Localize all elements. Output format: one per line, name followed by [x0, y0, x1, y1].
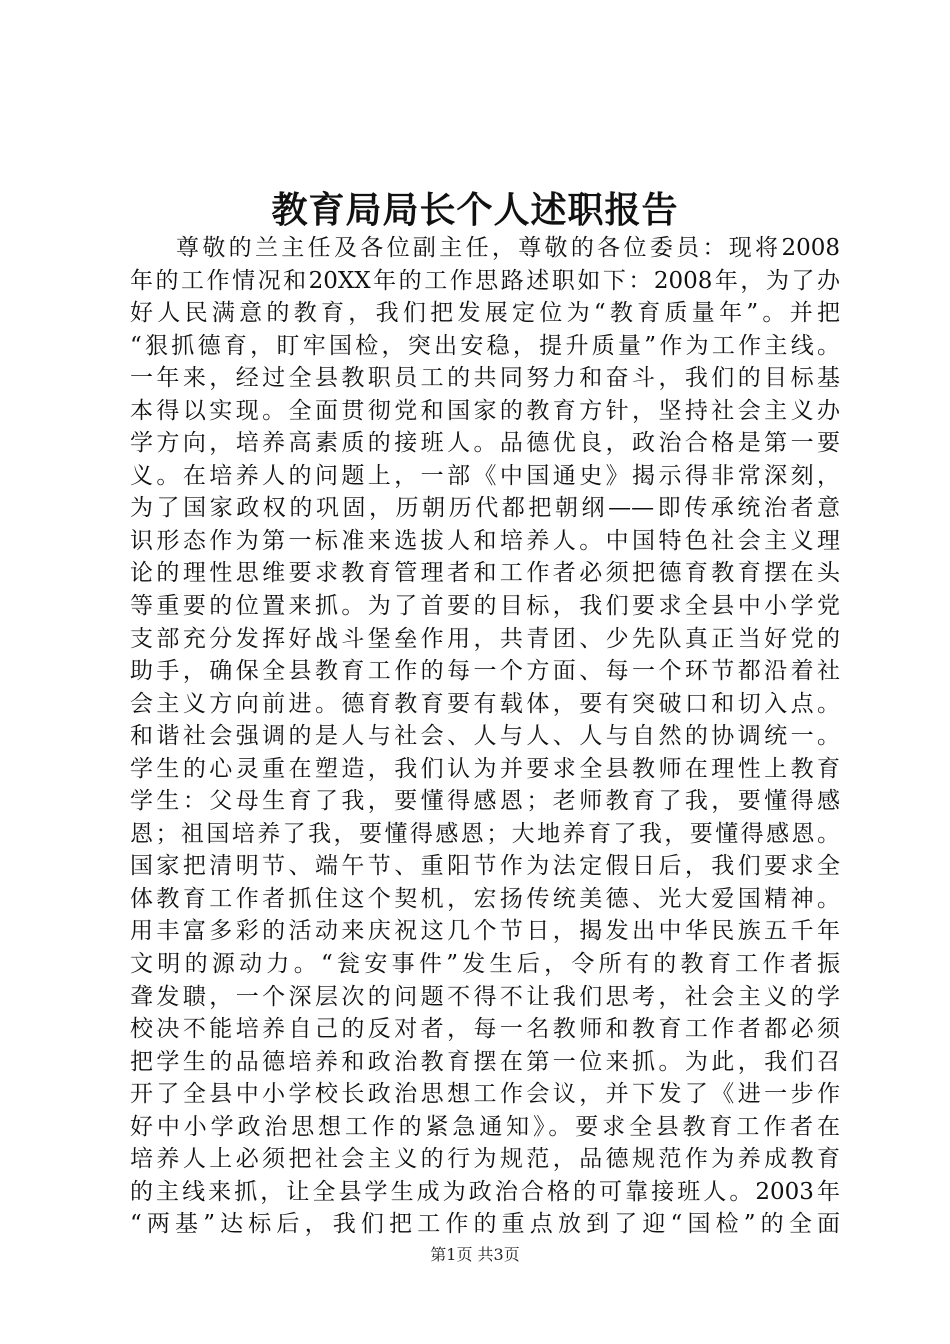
body-line: 开了全县中小学校长政治思想工作会议，并下发了《进一步作	[130, 1081, 840, 1108]
body-line: 用丰富多彩的活动来庆祝这几个节日，揭发出中华民族五千年	[130, 918, 840, 945]
body-line: 好人民满意的教育，我们把发展定位为“教育质量年”。并把	[130, 300, 840, 327]
body-line: 聋发聩，一个深层次的问题不得不让我们思考，社会主义的学	[130, 983, 840, 1010]
document-body	[130, 232, 840, 1241]
body-line: 培养人上必须把社会主义的行为规范，品德规范作为养成教育	[130, 1146, 840, 1173]
body-line: 识形态作为第一标准来选拔人和培养人。中国特色社会主义理	[130, 527, 840, 554]
body-line: 恩；祖国培养了我，要懂得感恩；大地养育了我，要懂得感恩。	[130, 820, 840, 847]
body-line: 助手，确保全县教育工作的每一个方面、每一个环节都沿着社	[130, 658, 840, 685]
body-line: 好中小学政治思想工作的紧急通知》。要求全县教育工作者在	[130, 1113, 840, 1140]
body-line: 会主义方向前进。德育教育要有载体，要有突破口和切入点。	[130, 690, 840, 717]
body-line: 和谐社会强调的是人与社会、人与人、人与自然的协调统一。	[130, 723, 840, 750]
body-line: 支部充分发挥好战斗堡垒作用，共青团、少先队真正当好党的	[130, 625, 840, 652]
body-line: “两基”达标后，我们把工作的重点放到了迎“国检”的全面	[130, 1211, 840, 1238]
body-line: 体教育工作者抓住这个契机，宏扬传统美德、光大爱国精神。	[130, 885, 840, 912]
body-line: 把学生的品德培养和政治教育摆在第一位来抓。为此，我们召	[130, 1048, 840, 1075]
body-line: 本得以实现。全面贯彻党和国家的教育方针，坚持社会主义办	[130, 397, 840, 424]
body-line: 国家把清明节、端午节、重阳节作为法定假日后，我们要求全	[130, 853, 840, 880]
body-line: 学方向，培养高素质的接班人。品德优良，政治合格是第一要	[130, 430, 840, 457]
body-line: 论的理性思维要求教育管理者和工作者必须把德育教育摆在头	[130, 560, 840, 587]
body-line: 尊敬的兰主任及各位副主任，尊敬的各位委员：现将2008	[176, 235, 840, 261]
body-line: 文明的源动力。“瓮安事件”发生后，令所有的教育工作者振	[130, 951, 840, 978]
body-line: “狠抓德育，盯牢国检，突出安稳，提升质量”作为工作主线。	[130, 332, 840, 359]
body-line: 年的工作情况和20XX年的工作思路述职如下：2008年，为了办	[130, 267, 840, 294]
body-line: 学生的心灵重在塑造，我们认为并要求全县教师在理性上教育	[130, 755, 840, 782]
document-title: 教育局局长个人述职报告	[271, 189, 679, 231]
body-line: 一年来，经过全县教职员工的共同努力和奋斗，我们的目标基	[130, 365, 840, 392]
body-line: 的主线来抓，让全县学生成为政治合格的可靠接班人。2003年	[130, 1178, 840, 1205]
body-line: 校决不能培养自己的反对者，每一名教师和教育工作者都必须	[130, 1016, 840, 1043]
body-line: 等重要的位置来抓。为了首要的目标，我们要求全县中小学党	[130, 593, 840, 620]
body-line: 学生：父母生育了我，要懂得感恩；老师教育了我，要懂得感	[130, 788, 840, 815]
body-line: 义。在培养人的问题上，一部《中国通史》揭示得非常深刻，	[130, 462, 840, 489]
body-line: 为了国家政权的巩固，历朝历代都把朝纲——即传承统治者意	[130, 495, 840, 522]
page-number-footer: 第1页 共3页	[430, 1245, 520, 1264]
